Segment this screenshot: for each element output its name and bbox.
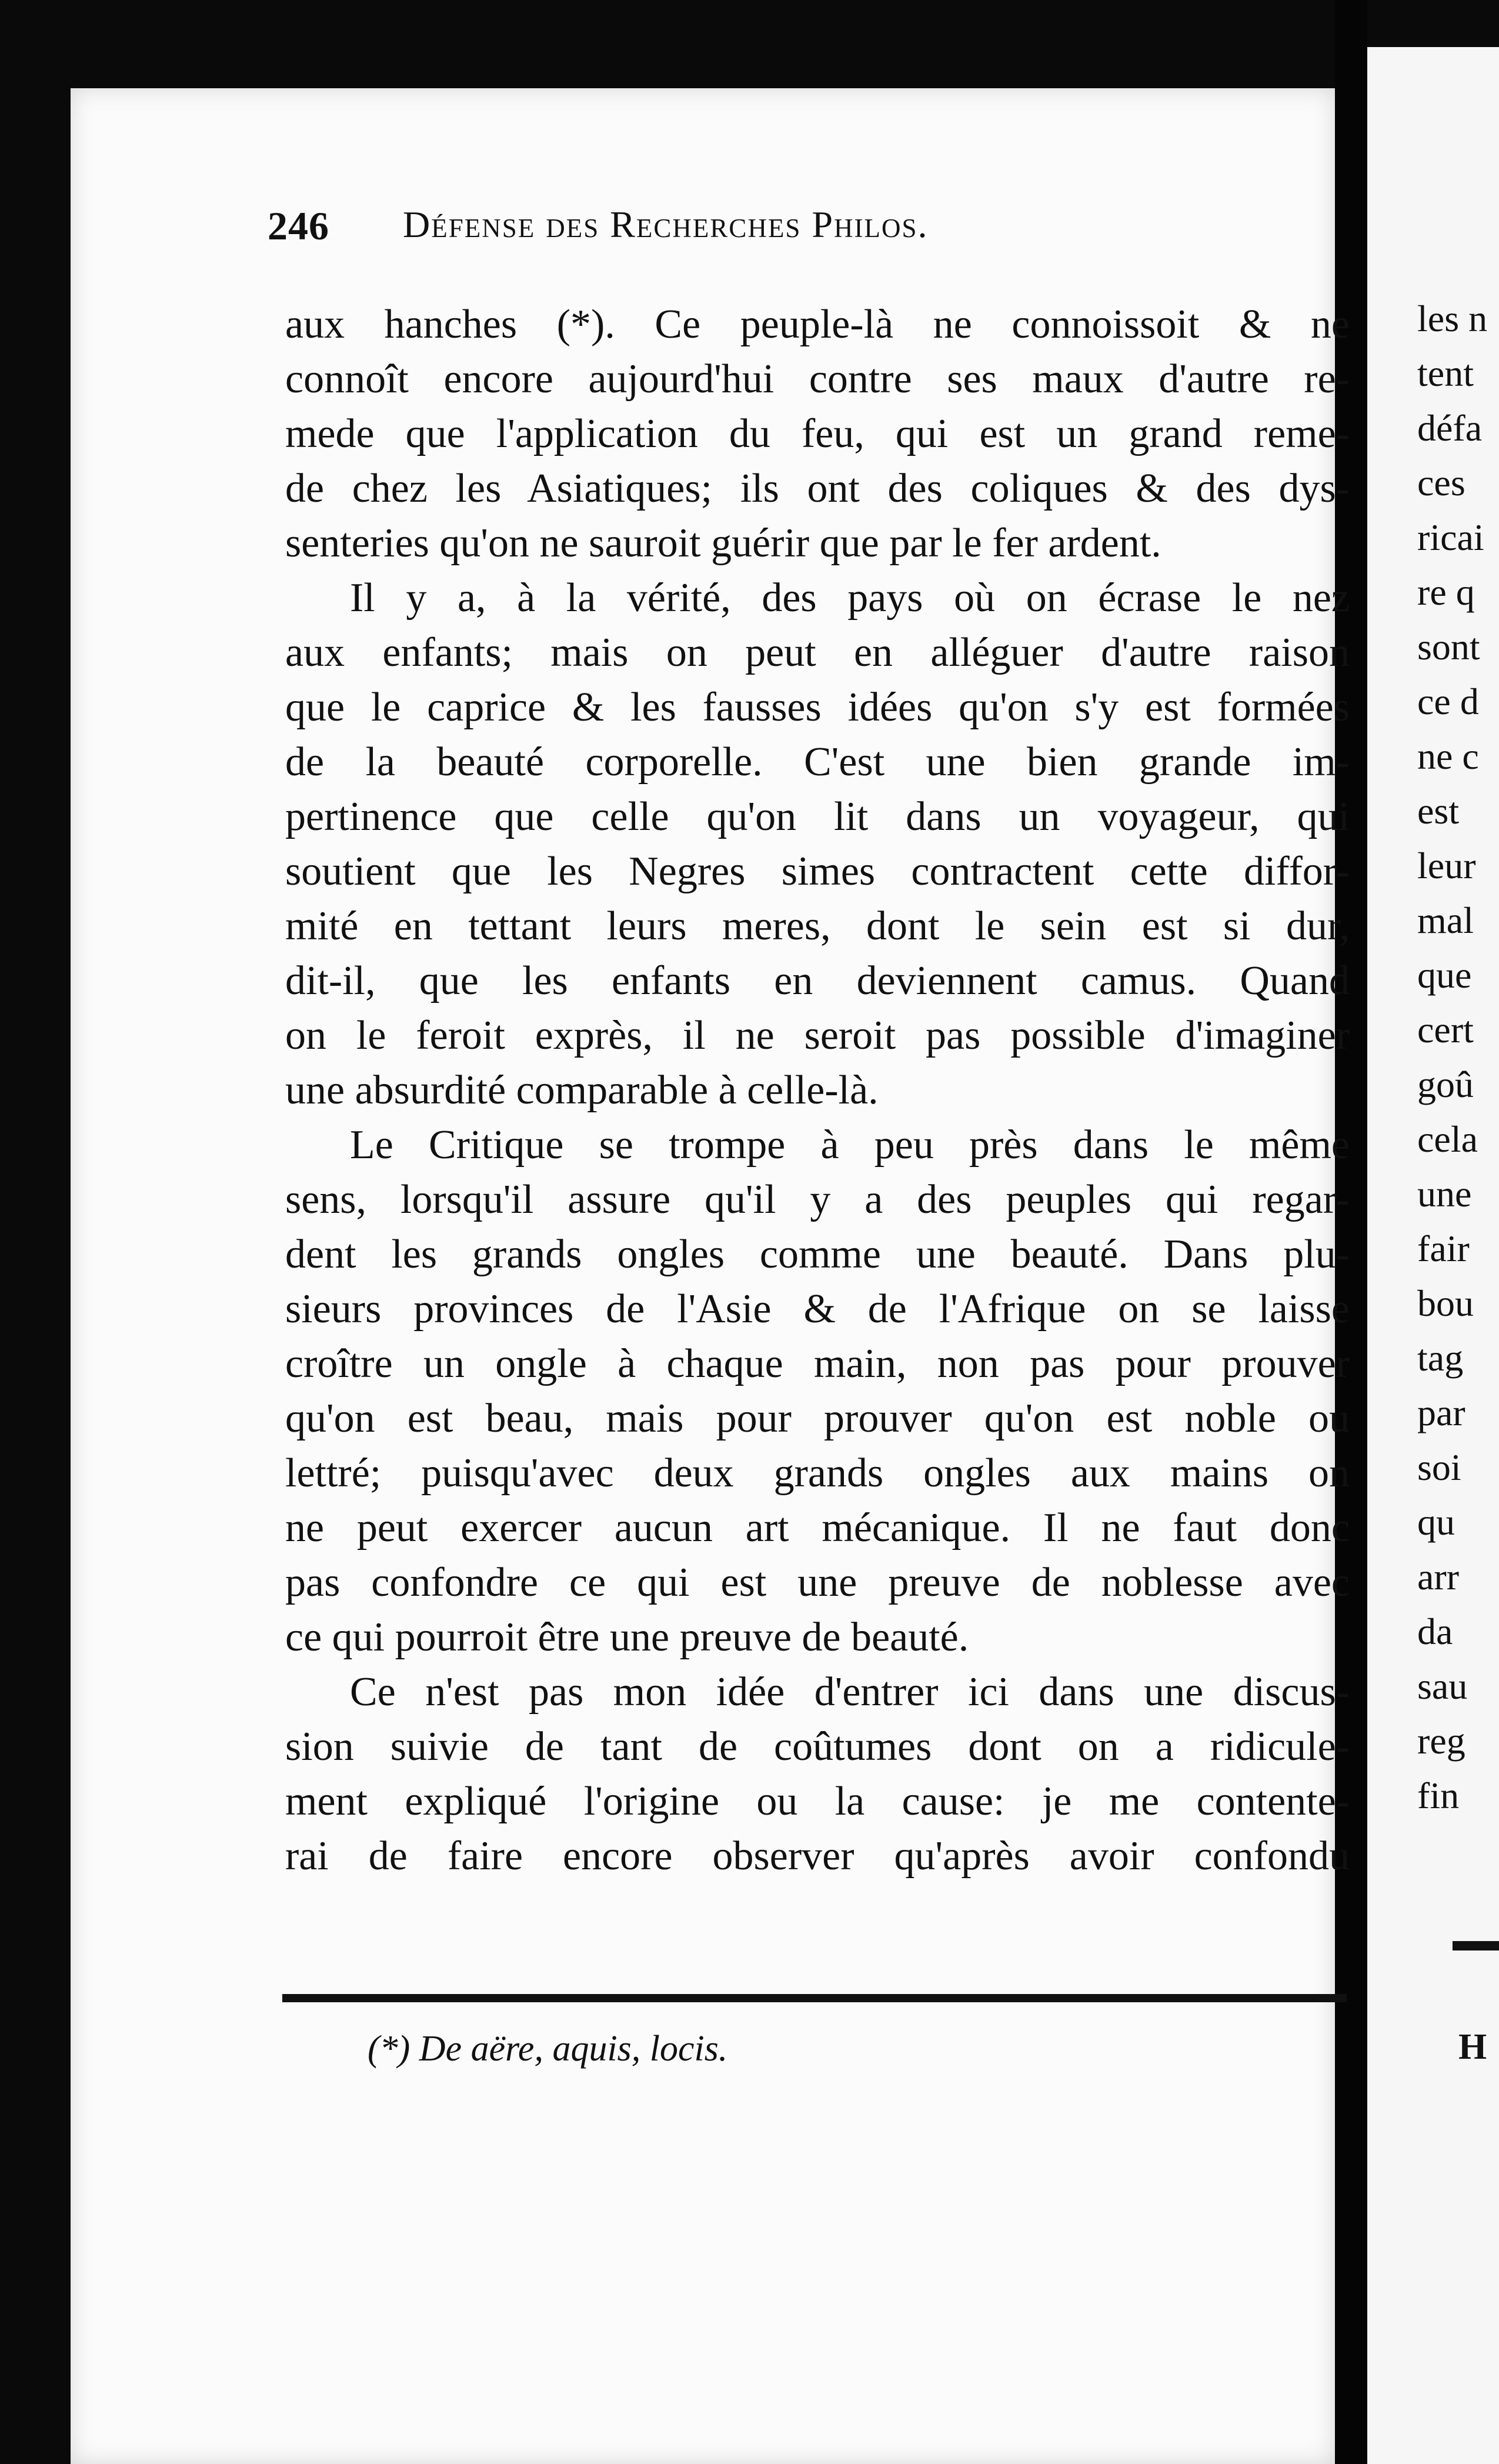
right-page-fragment: ne c — [1417, 735, 1479, 777]
text-line: aux hanches (*). Ce peuple-là ne connoissoit & ne — [285, 302, 1350, 347]
text-line: dit-il, que les enfants en deviennent camus. Quand — [285, 958, 1350, 1003]
right-page-fragment: bou — [1417, 1282, 1474, 1324]
right-page-fragment: ces — [1417, 462, 1465, 504]
text-line: de chez les Asiatiques; ils ont des coliques & des dys- — [285, 466, 1350, 511]
right-page-fragment: les n — [1417, 298, 1488, 339]
right-page-fragment: mal — [1417, 899, 1474, 941]
right-page-fragment: re q — [1417, 571, 1475, 613]
text-line: qu'on est beau, mais pour prouver qu'on est noble ou — [285, 1396, 1350, 1441]
text-line: de la beauté corporelle. C'est une bien grande im- — [285, 739, 1350, 785]
text-line: lettré; puisqu'avec deux grands ongles aux mains on — [285, 1451, 1350, 1496]
right-page-fragment: reg — [1417, 1720, 1465, 1762]
right-page-fragment: que — [1417, 954, 1472, 996]
text-line: une absurdité comparable à celle-là. — [285, 1068, 879, 1113]
right-page-fragment: cela — [1417, 1118, 1478, 1160]
right-page-fragment: qu — [1417, 1501, 1455, 1543]
running-title: Défense des Recherches Philos. — [403, 204, 929, 245]
right-page-fragment: da — [1417, 1611, 1453, 1652]
right-page-fragment: ricai — [1417, 516, 1484, 558]
text-line: on le feroit exprès, il ne seroit pas possible d'imaginer — [285, 1013, 1350, 1058]
right-page-rule — [1453, 1941, 1499, 1950]
footnote: (*) De aëre, aquis, locis. — [368, 2029, 728, 2069]
right-page-fragment: fin — [1417, 1775, 1460, 1816]
right-page-fragment: est — [1417, 790, 1460, 832]
text-line: ment expliqué l'origine ou la cause: je me contente- — [285, 1779, 1350, 1824]
right-page-fragment: défa — [1417, 407, 1483, 449]
page-number: 246 — [268, 204, 329, 248]
text-line: pertinence que celle qu'on lit dans un voyageur, qui — [285, 794, 1350, 839]
body-text — [285, 297, 1350, 1883]
text-line: sens, lorsqu'il assure qu'il y a des peuples qui regar- — [285, 1177, 1350, 1222]
right-page-fragment: arr — [1417, 1556, 1460, 1598]
right-page-fragment: sau — [1417, 1665, 1468, 1707]
paragraph-start-line: Le Critique se trompe à peu près dans le même — [350, 1122, 1350, 1168]
right-page-fragment: fair — [1417, 1228, 1470, 1269]
text-line: senteries qu'on ne sauroit guérir que par le fer ardent. — [285, 521, 1161, 566]
right-page-fragment: une — [1417, 1173, 1472, 1215]
paragraph-start-line: Il y a, à la vérité, des pays où on écrase le nez — [350, 575, 1350, 621]
text-line: connoît encore aujourd'hui contre ses maux d'autre re- — [285, 356, 1350, 402]
text-line: croître un ongle à chaque main, non pas pour prouver — [285, 1341, 1350, 1386]
right-page-fragment: par — [1417, 1392, 1465, 1433]
text-line: aux enfants; mais on peut en alléguer d'autre raison — [285, 630, 1350, 675]
page-header — [268, 203, 1185, 256]
right-page-footnote-fragment: H — [1458, 2027, 1487, 2067]
right-page-fragment: goû — [1417, 1063, 1474, 1105]
right-page-fragment: sont — [1417, 626, 1480, 668]
right-page-fragment: cert — [1417, 1009, 1474, 1051]
right-page-fragment: leur — [1417, 845, 1476, 886]
footnote-rule — [282, 1994, 1347, 2002]
text-line: sion suivie de tant de coûtumes dont on a ridicule- — [285, 1724, 1350, 1769]
text-line: dent les grands ongles comme une beauté. Dans plu- — [285, 1232, 1350, 1277]
text-line: soutient que les Negres simes contractent cette diffor- — [285, 849, 1350, 894]
right-page-fragment: tent — [1417, 352, 1474, 394]
right-page-fragment: tag — [1417, 1337, 1464, 1379]
text-line: que le caprice & les fausses idées qu'on s'y est formées — [285, 685, 1350, 730]
text-line: ne peut exercer aucun art mécanique. Il ne faut donc — [285, 1505, 1350, 1551]
right-page-fragment: ce d — [1417, 681, 1479, 722]
right-page-fragment: soi — [1417, 1446, 1461, 1488]
text-line: sieurs provinces de l'Asie & de l'Afrique on se laisse — [285, 1286, 1350, 1332]
text-line: ce qui pourroit être une preuve de beauté. — [285, 1615, 969, 1660]
text-line: mité en tettant leurs meres, dont le sein est si dur, — [285, 903, 1350, 949]
text-line: mede que l'application du feu, qui est un grand reme- — [285, 411, 1350, 456]
text-line: pas confondre ce qui est une preuve de noblesse avec — [285, 1560, 1350, 1605]
text-line: rai de faire encore observer qu'après avoir confondu — [285, 1833, 1350, 1879]
paragraph-start-line: Ce n'est pas mon idée d'entrer ici dans une discus- — [350, 1669, 1350, 1715]
